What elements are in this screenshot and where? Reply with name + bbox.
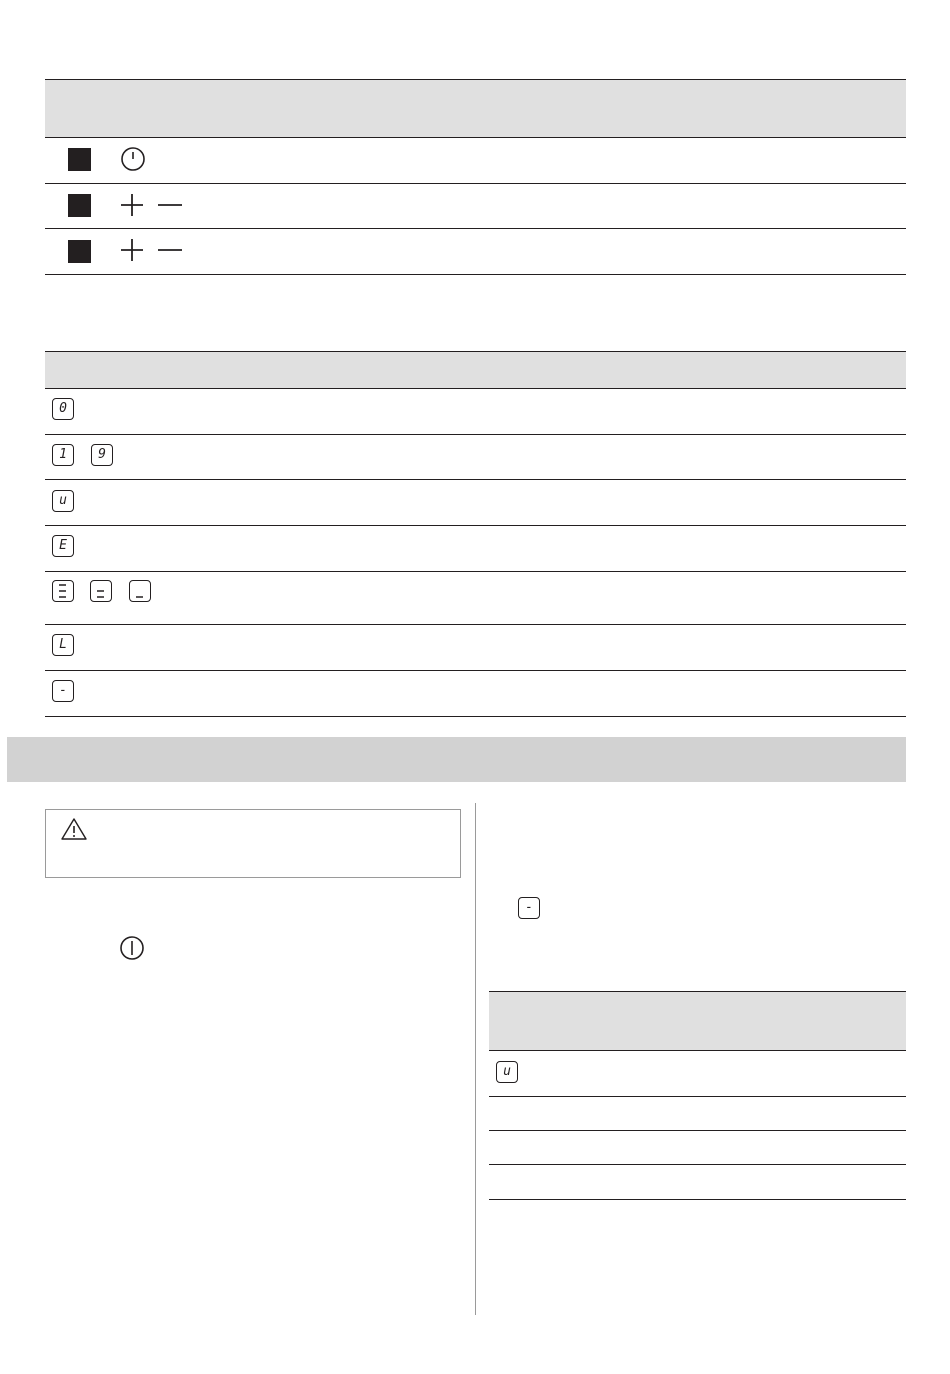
- table2-rule: [45, 388, 906, 389]
- display-symbol-zero: 0: [52, 398, 74, 420]
- display-symbol-one-bar: [129, 580, 151, 602]
- table1-rule: [45, 183, 906, 184]
- table3-bottom-rule: [489, 1199, 906, 1200]
- table2-top-rule: [45, 351, 906, 352]
- display-symbol-nine: 9: [91, 444, 113, 466]
- table1-rule: [45, 137, 906, 138]
- minus-icon: [157, 237, 183, 263]
- power-icon: [119, 935, 145, 961]
- table2-rule: [45, 525, 906, 526]
- table2-rule: [45, 479, 906, 480]
- table2-rule: [45, 571, 906, 572]
- plus-icon: [119, 237, 145, 263]
- table1-header: [45, 79, 906, 137]
- display-symbol-three-bars: [52, 580, 74, 602]
- display-symbol-e: E: [52, 535, 74, 557]
- table3-rule: [489, 1096, 906, 1097]
- table3-rule: [489, 1130, 906, 1131]
- table3-display-symbol-u: u: [496, 1061, 518, 1083]
- table1-row1-marker: [68, 148, 91, 171]
- table2-rule: [45, 670, 906, 671]
- inline-display-symbol-dash: -: [518, 897, 540, 919]
- table1-row2-marker: [68, 194, 91, 217]
- display-symbol-dash: -: [52, 680, 74, 702]
- display-symbol-one: 1: [52, 444, 74, 466]
- table3-top-rule: [489, 991, 906, 992]
- minus-icon: [157, 192, 183, 218]
- table3-rule: [489, 1164, 906, 1165]
- table2-rule: [45, 624, 906, 625]
- table1-row3-marker: [68, 240, 91, 263]
- table1-rule: [45, 228, 906, 229]
- display-symbol-two-bars: [90, 580, 112, 602]
- section-heading-band: [7, 737, 906, 782]
- display-symbol-l: L: [52, 634, 74, 656]
- warning-triangle-icon: [60, 817, 88, 841]
- on-off-icon: [120, 146, 146, 172]
- warning-box: [45, 809, 461, 878]
- table1-top-rule: [45, 79, 906, 80]
- display-symbol-u: u: [52, 490, 74, 512]
- plus-icon: [119, 192, 145, 218]
- table3-header: [489, 991, 906, 1050]
- table2-rule: [45, 434, 906, 435]
- column-divider: [475, 803, 476, 1315]
- table2-header: [45, 351, 906, 388]
- table3-rule: [489, 1050, 906, 1051]
- table1-bottom-rule: [45, 274, 906, 275]
- table2-bottom-rule: [45, 716, 906, 717]
